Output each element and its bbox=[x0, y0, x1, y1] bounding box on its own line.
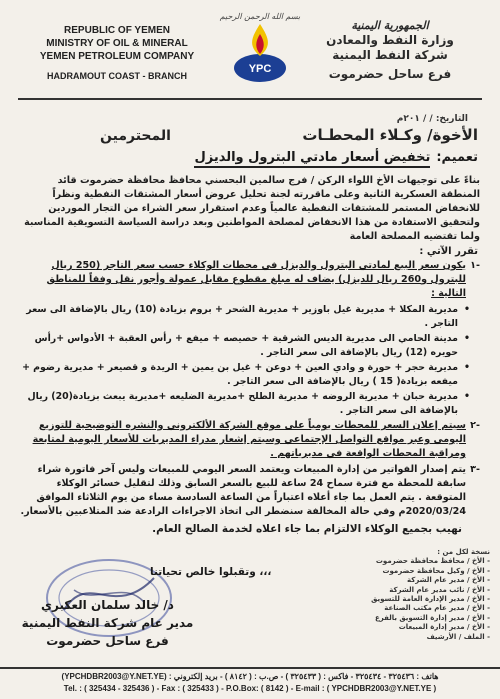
letterhead-divider bbox=[18, 98, 482, 100]
copy-to-item: - الأخ / محافظ محافظة حضرموت bbox=[375, 557, 490, 566]
decision-item-1 bbox=[20, 259, 480, 301]
decision-number: -٣ bbox=[470, 464, 480, 475]
copy-to-item: نسخة لكل من : bbox=[437, 548, 490, 556]
copy-to-item: - الملف / الأرشيف bbox=[426, 632, 490, 641]
copy-to-list bbox=[330, 548, 490, 642]
signature-block bbox=[20, 596, 195, 650]
zone-item bbox=[20, 332, 480, 359]
copy-to-item: - الأخ / مدير عام الشركة bbox=[406, 576, 490, 585]
regards-line: وتقبلوا خالص تحياتنا ،،، bbox=[150, 566, 272, 578]
intro-paragraph: بناءً على توجيهات الأخ اللواء الركن / فرج سالمين البحسني محافظ محافظة حضرموت قائد المنطقة العسكرية الثانية وعلى ماقررته لجنة تحليل عروض أسعار المشتقات النفطية ونظراً للانخفاض المستمر للمشتقات النفطية عالمياً وعدم استقرار سعر الشراء من التجار الموردين ولتحقيق الاستفادة من هذا الانخفاض لمصلحة المواطنين وبعد دراسة السياسة التسويقية المناسبة ولما تقتضيه المصلحة العامة bbox=[24, 175, 480, 242]
footer-contact-arabic: هاتف : ٣٢٥٤٣٦ - ٣٢٥٤٣٤ - فاكس : ( ٣٢٥٤٣٣ ) - ص.ب : ( ٨١٤٢ ) - بريد إلكتروني : (YPCHDBR2003@Y.NET.YE) bbox=[61, 672, 439, 681]
subject-label: تعميم: bbox=[436, 150, 478, 165]
honorific: المحترمين bbox=[100, 128, 171, 144]
closing-line: نهيب بجميع الوكلاء الالتزام بما جاء اعلاه لخدمة الصالح العام. bbox=[152, 523, 462, 535]
bullet-icon: • bbox=[464, 304, 470, 315]
letterhead-english bbox=[22, 24, 212, 83]
decision-list bbox=[10, 259, 490, 519]
date-label: التاريخ: / / ٢٠١م bbox=[396, 114, 468, 124]
letterhead-arabic bbox=[300, 18, 480, 82]
zone-text: مديرية حبان + مديرية الروضه + مديرية الطلح +مديرية الضليعه +مديرية يبعث بزيادة(20) ريال بالإضافة الى سعر التاجر . bbox=[27, 391, 458, 416]
signatory-name: د/ خالد سلمان العكبري bbox=[41, 598, 174, 612]
bullet-icon: • bbox=[464, 333, 470, 344]
copy-to-item: - الأخ / مدير الإدارة العامة للتسويق bbox=[371, 595, 490, 604]
copy-to-item: - الأخ / مدير إدارة التسويق بالفرع bbox=[374, 613, 490, 622]
decision-heading: تقرر الآتي : bbox=[419, 246, 478, 257]
copy-to-item: - الأخ / مدير إدارة المبيعات bbox=[398, 623, 490, 632]
letterhead-en-line-2: MINISTRY OF OIL & MINERAL bbox=[46, 38, 188, 49]
decision-text: سيتم إعلان السعر للمحطات يومياً على موقع الشركة الألكتروني والنشره التوضيحية للتوزيع اليومي وعبر مواقع التواصل الإجتماعي وسيتم إشعار مدراء المديريات للأسعار اليومية لمتابعة ومراقبة المحطات الواقعة في مديرياتهم . bbox=[32, 420, 466, 459]
signatory-title: مدير عام شركة النفط اليمنية bbox=[21, 616, 194, 630]
bullet-icon: • bbox=[464, 362, 470, 373]
copy-to-item: - الأخ / وكيل محافظة حضرموت bbox=[382, 566, 490, 575]
letterhead-en-line-1: REPUBLIC OF YEMEN bbox=[64, 25, 170, 36]
copy-to-item: - الأخ / مدير عام مكتب الصناعة bbox=[384, 604, 490, 613]
addressee-row bbox=[10, 126, 490, 144]
decision-item-2 bbox=[20, 419, 480, 461]
zone-item bbox=[20, 361, 480, 388]
letterhead-ar-line-2: وزارة النفط والمعادن bbox=[326, 33, 454, 47]
decision-text: يتم إصدار الفواتير من إدارة المبيعات ويعتمد السعر اليومي للمبيعات وليس آخر فاتورة شراء سابقة للمحطة مع فترة سماح 24 ساعة للبيع بالسعر السابق وذلك لتقليل خسائر الوكلاء المتوقعة . يتم العمل بما جاء أعلاه اعتباراً من الساعة السادسة مساء من يوم الثلاثاء الموافق 2020/03/24م وفي حالة المخالفة سنضطر الى اتخاذ الاجراءات الرادعة ضد المتلاعبين بالأسعار. bbox=[20, 464, 466, 517]
letter-footer bbox=[0, 667, 500, 699]
decision-item-3 bbox=[20, 463, 480, 519]
company-logo bbox=[215, 10, 305, 90]
letterhead-ar-line-4: فرع ساحل حضرموت bbox=[328, 67, 452, 81]
zone-text: مديرية المكلا + مديرية غيل باوزير + مديرية الشحر + بروم بزيادة (10) ريال بالإضافة الى سعر التاجر . bbox=[26, 304, 458, 329]
footer-contact-english: Tel. : ( 325434 - 325436 ) - Fax : ( 325433 ) - P.O.Box: ( 8142 ) - E-mail : ( YPCHDBR2003@Y.NET.YE ) bbox=[63, 684, 437, 693]
letter-body bbox=[10, 114, 490, 535]
zone-text: مدينة الحامي الى مديرية الديس الشرقية + حصيصه + ميفع + رأس العقبة + الأدواس +رأس حويره (12) ريال بالإضافة الى سعر التاجر . bbox=[34, 333, 458, 358]
letterhead-en-branch: HADRAMOUT COAST - BRANCH bbox=[47, 71, 187, 81]
logo-text: YPC bbox=[248, 63, 272, 75]
letterhead-ar-line-3: شركة النفط اليمنية bbox=[332, 48, 448, 62]
decision-text: يكون سعر البيع لمادتي البترول والديزل في محطات الوكلاء حسب سعر التاجر (250 ريال للبترول و260 ريال للديزل) يضاف له مبلغ مقطوع مقابل عمولة وأجور نقل وفقاً للمناطق التالية : bbox=[46, 260, 466, 299]
decision-number: -١ bbox=[470, 260, 480, 271]
addressee: الأخوة/ وكـلاء المحطـات bbox=[302, 126, 478, 144]
zone-text: مديرية حجر + حورة و وادي العين + دوعن + غيل بن يمين + الريدة و قصيعر + مديرية رضوم + ميفعه بزيادة( 15 ) ريال بالإضافة الى سعر التاجر . bbox=[22, 362, 458, 387]
signatory-branch: فرع ساحل حضرموت bbox=[46, 634, 169, 648]
letterhead-en-line-3: YEMEN PETROLEUM COMPANY bbox=[39, 51, 195, 62]
copy-to-item: - الأخ / نائب مدير عام الشركة bbox=[389, 585, 490, 594]
decision-number: -٢ bbox=[470, 420, 480, 431]
zone-item bbox=[20, 303, 480, 330]
subject-row bbox=[10, 150, 490, 168]
basmala: بسم الله الرحمن الرحيم bbox=[219, 12, 301, 21]
subject-text: تخفيض أسعار مادتي البترول والديزل bbox=[194, 150, 430, 168]
letterhead-ar-line-1: الجمهورية اليمنية bbox=[351, 19, 429, 32]
letterhead bbox=[10, 6, 490, 104]
zone-item bbox=[20, 390, 480, 417]
bullet-icon: • bbox=[464, 391, 470, 402]
